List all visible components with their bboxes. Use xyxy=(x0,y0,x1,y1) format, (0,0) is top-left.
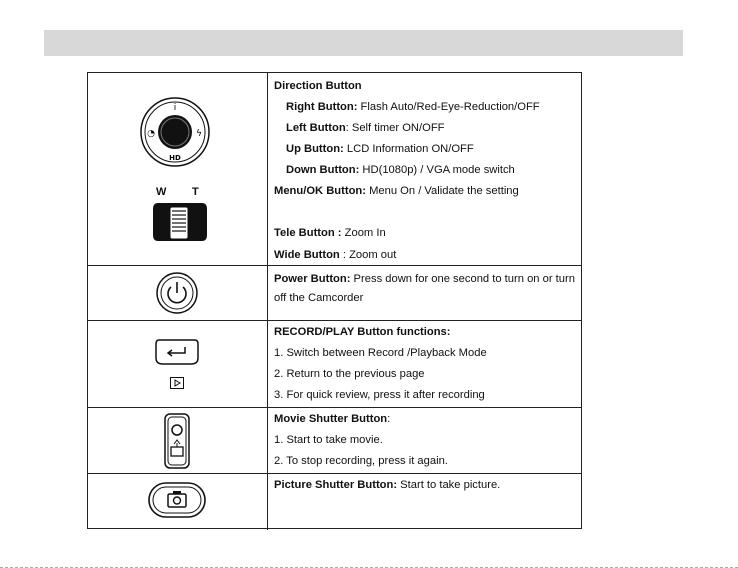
icon-cell xyxy=(88,408,268,473)
picture-shutter-label: Picture Shutter Button: xyxy=(274,479,398,491)
right-button-text: Flash Auto/Red-Eye-Reduction/OFF xyxy=(357,101,540,113)
zoom-w-label: W xyxy=(156,186,167,198)
zoom-t-label: T xyxy=(192,186,199,198)
record-item-3: 3. For quick review, press it after recording xyxy=(274,389,485,401)
wide-button-label: Wide Button xyxy=(274,249,340,261)
movie-shutter-colon: : xyxy=(387,413,391,425)
power-icon xyxy=(155,271,199,315)
icon-cell xyxy=(88,266,268,320)
record-item-2: 2. Return to the previous page xyxy=(274,368,425,380)
record-play-title: RECORD/PLAY Button functions: xyxy=(274,326,451,338)
picture-shutter-text: Start to take picture. xyxy=(397,479,501,491)
table-row-picture-shutter xyxy=(88,473,581,530)
icon-cell xyxy=(88,474,268,530)
zoom-lever-icon xyxy=(152,201,208,243)
direction-title: Direction Button xyxy=(274,80,362,92)
menu-button-label: Menu/OK Button: xyxy=(274,185,366,197)
down-button-label: Down Button: xyxy=(286,164,360,176)
movie-item-2: 2. To stop recording, press it again. xyxy=(274,455,448,467)
text-cell xyxy=(274,73,577,265)
svg-text:ϟ: ϟ xyxy=(196,129,202,139)
text-cell xyxy=(274,321,577,407)
power-button-text: Press down for one second to turn on or turn off the Camcorder xyxy=(274,273,575,304)
movie-shutter-icon xyxy=(164,413,190,469)
record-item-1: 1. Switch between Record /Playback Mode xyxy=(274,347,487,359)
tele-button-label: Tele Button : xyxy=(274,227,342,239)
svg-text:i: i xyxy=(173,103,177,113)
svg-text:◔: ◔ xyxy=(147,129,155,139)
record-play-icon xyxy=(155,338,199,366)
up-button-label: Up Button: xyxy=(286,143,344,155)
text-cell xyxy=(274,266,577,320)
table-row-direction xyxy=(88,73,581,265)
text-cell xyxy=(274,408,577,473)
icon-cell xyxy=(88,321,268,407)
section-header-bar xyxy=(44,30,683,56)
table-row-power xyxy=(88,265,581,320)
power-button-label: Power Button: xyxy=(274,273,351,285)
left-button-text: : Self timer ON/OFF xyxy=(345,122,445,134)
up-button-text: LCD Information ON/OFF xyxy=(343,143,474,155)
right-button-label: Right Button: xyxy=(286,101,358,113)
movie-item-1: 1. Start to take movie. xyxy=(274,434,383,446)
table-row-record-play xyxy=(88,320,581,407)
table-row-movie-shutter xyxy=(88,407,581,473)
tele-button-text: Zoom In xyxy=(341,227,386,239)
menu-button-text: Menu On / Validate the setting xyxy=(365,185,519,197)
left-button-label: Left Button xyxy=(286,122,346,134)
button-function-table xyxy=(87,72,582,529)
movie-shutter-title: Movie Shutter Button xyxy=(274,413,388,425)
text-cell xyxy=(274,474,577,530)
play-icon xyxy=(170,377,184,389)
icon-cell xyxy=(88,73,268,265)
camera-icon xyxy=(148,482,206,518)
down-button-text: HD(1080p) / VGA mode switch xyxy=(359,164,515,176)
dpad-icon xyxy=(137,94,213,170)
wide-button-text: : Zoom out xyxy=(339,249,397,261)
dpad-hd-label: HD xyxy=(169,154,181,162)
